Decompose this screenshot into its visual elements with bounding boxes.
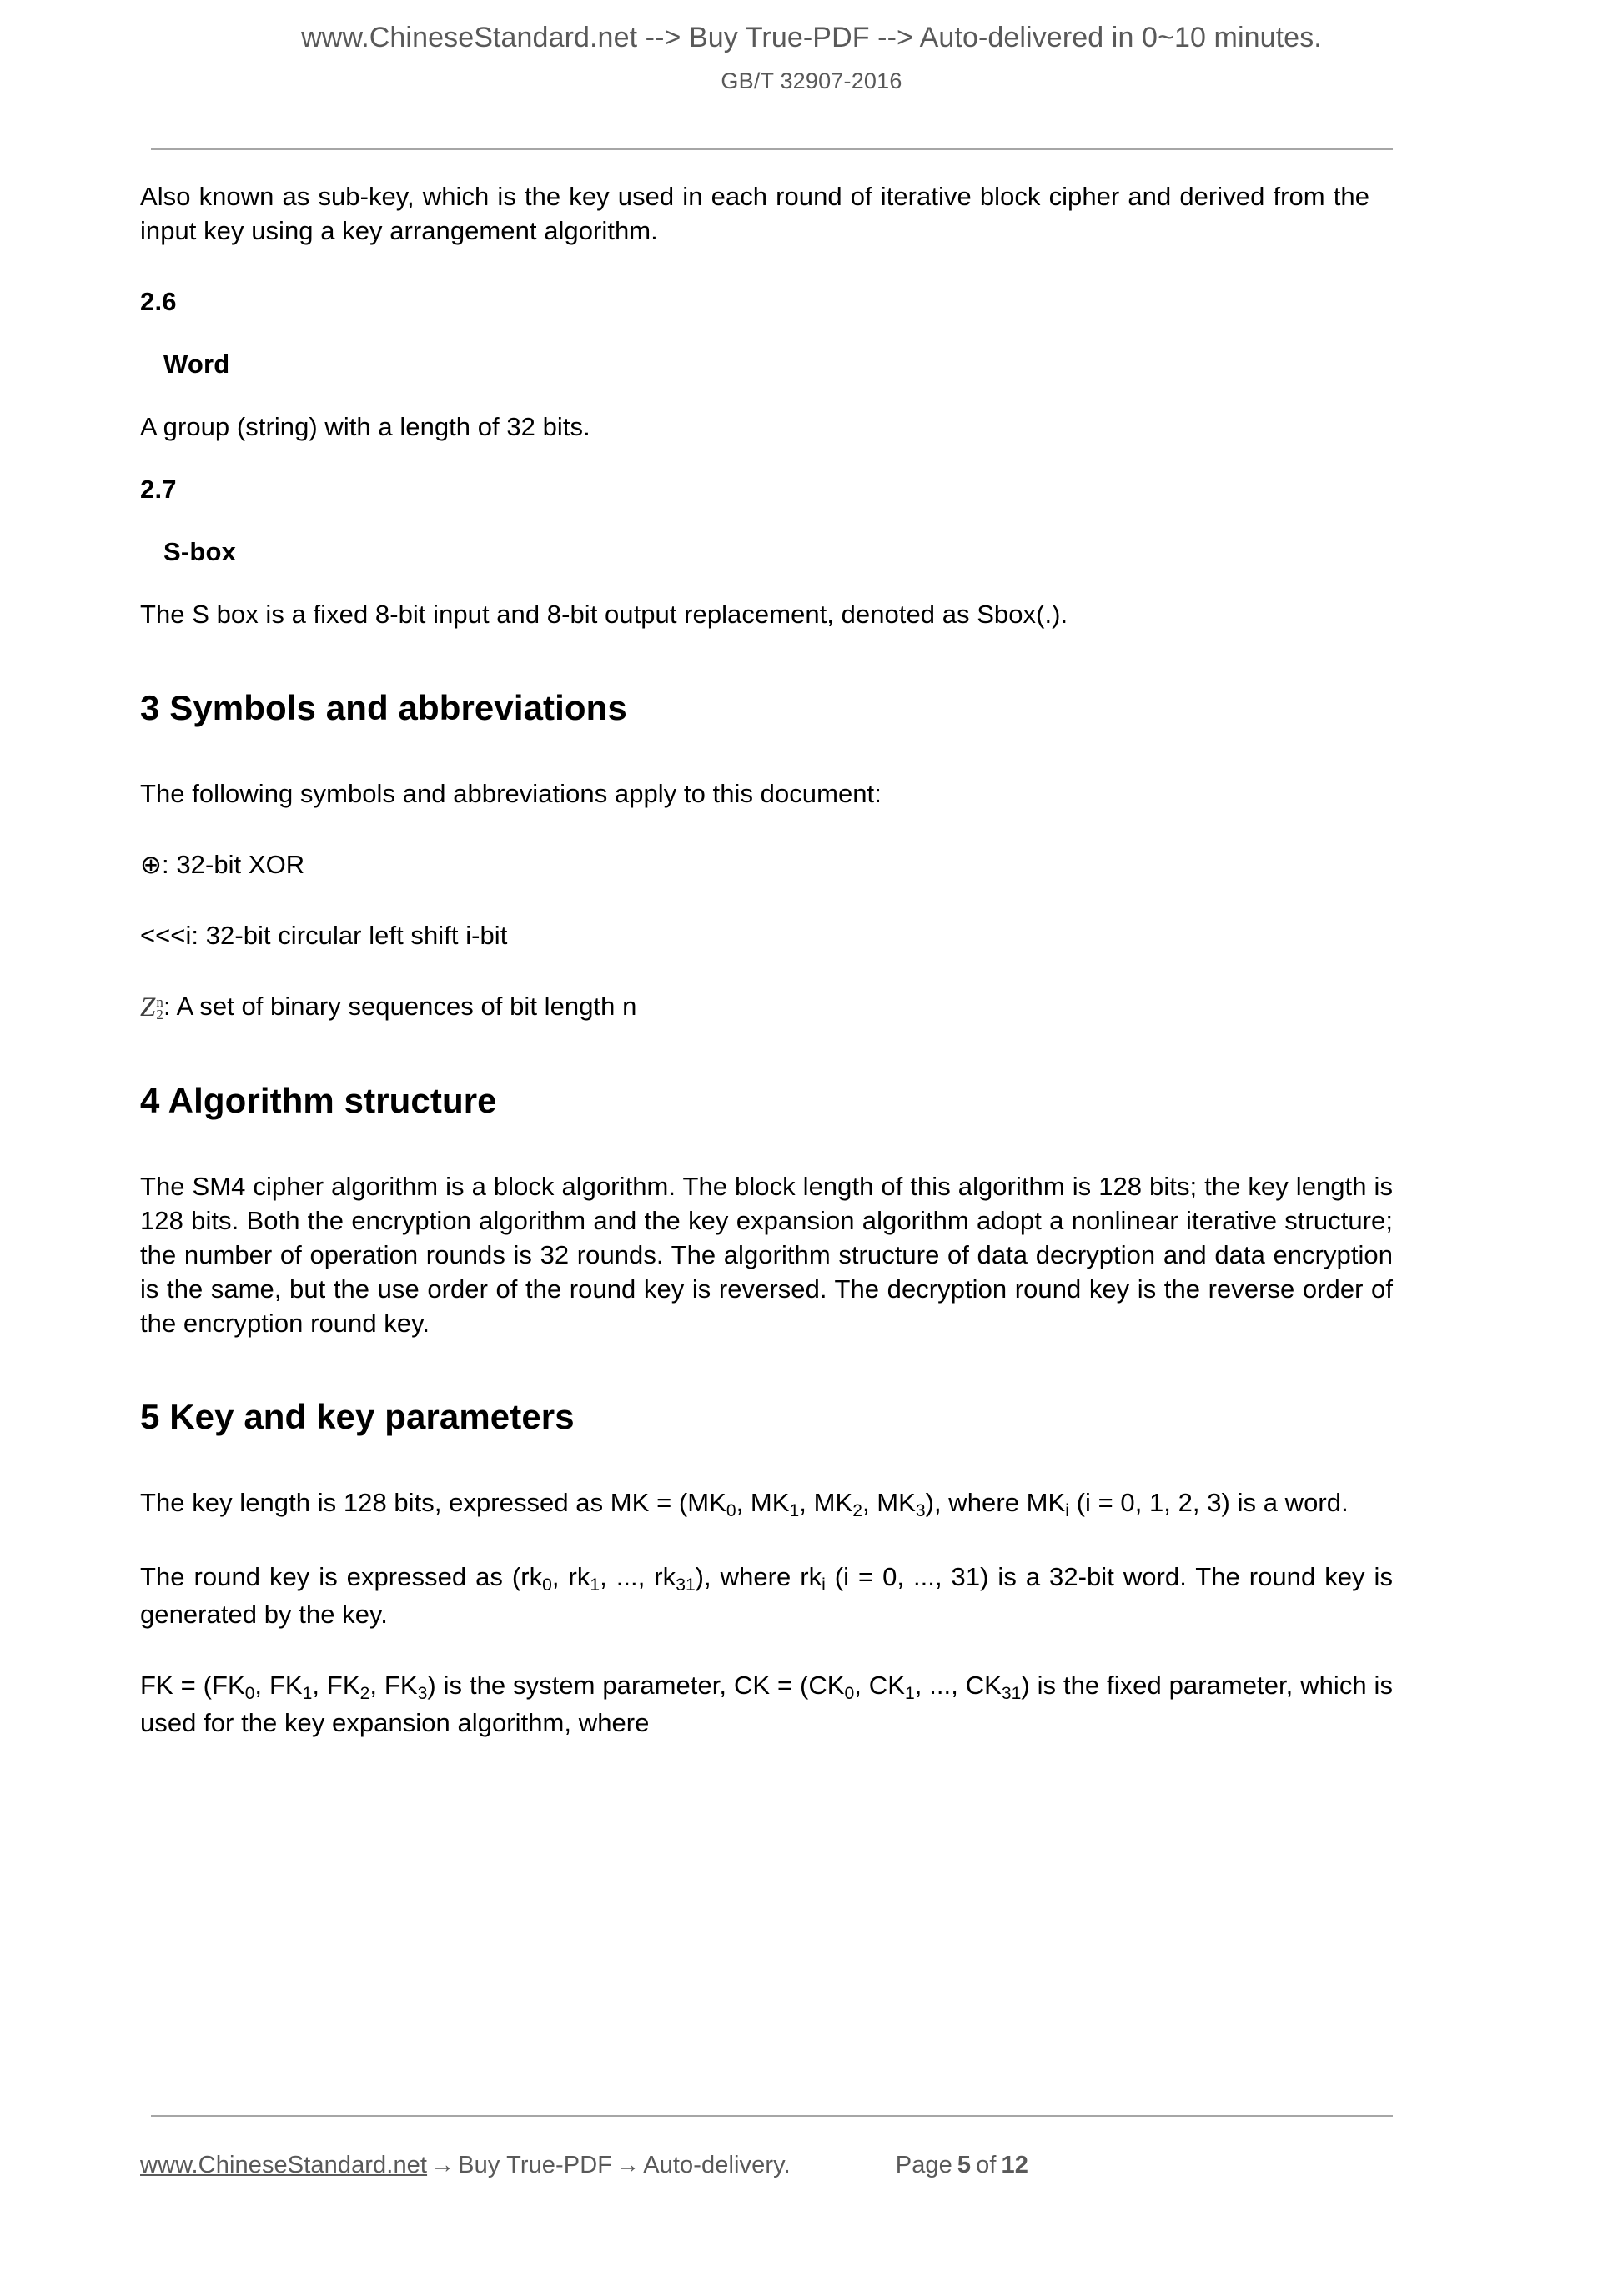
paragraph-algorithm-structure: The SM4 cipher algorithm is a block algorithm. The block length of this algorithm is 128 bits; the key length is 128 bits. Both the encryption algorithm and the key expansion algorithm adopt a nonlinear iterative structure; the number of operation rounds is 32 rounds. The algorithm structure of data decryption and data encryption is the same, but the use order of the round key is reversed. The decryption round key is the reverse order of the encryption round key. xyxy=(140,1172,1393,1338)
spacer xyxy=(140,1523,1393,1560)
text-run: , rk xyxy=(551,1562,590,1591)
xor-icon: ⊕ xyxy=(140,850,163,879)
spacer xyxy=(140,952,1393,989)
paragraph-subkey-definition: Also known as sub-key, which is the key used in each round of iterative block cipher and derived from the input key using a key arrangement algorithm. xyxy=(140,182,1369,245)
text-run: (i = 0, ..., 31) is a 32-bit word. The round key is generated by the key. xyxy=(140,1562,1393,1629)
subscript: 1 xyxy=(302,1683,313,1703)
document-footer xyxy=(140,2152,1393,2179)
subscript: 3 xyxy=(915,1500,926,1520)
footer-promo xyxy=(140,2152,791,2179)
page-indicator xyxy=(896,2152,1033,2179)
text-run: ), where rk xyxy=(695,1562,822,1591)
text-run: The round key is expressed as (rk xyxy=(140,1562,543,1591)
spacer xyxy=(140,882,1393,918)
subscript: 1 xyxy=(789,1500,800,1520)
subscript: 0 xyxy=(244,1683,255,1703)
subscript: i xyxy=(822,1575,826,1595)
definition-s-box: The S box is a fixed 8-bit input and 8-bit output replacement, denoted as Sbox(.). xyxy=(140,600,1068,629)
subscript: 2 xyxy=(852,1500,862,1520)
symbol-description-xor: 32-bit XOR xyxy=(168,850,305,879)
subscript: 1 xyxy=(904,1683,915,1703)
paragraph-symbols-intro: The following symbols and abbreviations apply to this document: xyxy=(140,779,882,808)
footer-website-link[interactable]: www.ChineseStandard.net xyxy=(140,2152,428,2178)
definition-word: A group (string) with a length of 32 bits. xyxy=(140,412,590,441)
left-shift-icon: <<<i xyxy=(140,921,192,950)
spacer xyxy=(140,248,1393,284)
text-run: , CK xyxy=(854,1671,905,1700)
z-indices xyxy=(156,993,163,1023)
subscript: 0 xyxy=(844,1683,855,1703)
text-run: The key length is 128 bits, expressed as MK = (MK xyxy=(140,1488,726,1517)
text-run: , MK xyxy=(736,1488,790,1517)
spacer xyxy=(140,444,1393,472)
z-superscript-n: n xyxy=(156,993,163,1010)
clause-number-2-6: 2.6 xyxy=(140,287,177,316)
subscript: 3 xyxy=(417,1683,428,1703)
text-run: , ..., CK xyxy=(914,1671,1002,1700)
arrow-right-icon: → xyxy=(430,2152,455,2178)
text-run: (i = 0, 1, 2, 3) is a word. xyxy=(1068,1488,1349,1517)
symbol-entry-left-shift xyxy=(140,918,1393,952)
text-run: , MK xyxy=(862,1488,916,1517)
symbol-separator: : xyxy=(191,921,199,950)
text-run: FK = (FK xyxy=(140,1671,245,1700)
term-s-box: S-box xyxy=(163,537,237,566)
clause-number-2-7: 2.7 xyxy=(140,475,177,504)
heading-section-3: 3 Symbols and abbreviations xyxy=(140,688,627,727)
header-standard-number: GB/T 32907-2016 xyxy=(721,68,902,93)
subscript: 0 xyxy=(726,1500,736,1520)
text-run: ), where MK xyxy=(925,1488,1066,1517)
paragraph-key-length xyxy=(140,1485,1393,1523)
term-word: Word xyxy=(163,349,230,379)
subscript: 1 xyxy=(590,1575,600,1595)
spacer xyxy=(140,1631,1393,1668)
text-run: , FK xyxy=(369,1671,418,1700)
symbol-description-binary-set: A set of binary sequences of bit length n xyxy=(170,992,637,1021)
spacer xyxy=(140,1024,1393,1079)
z-subscript-2: 2 xyxy=(156,1007,163,1023)
footer-divider-rule xyxy=(151,2115,1393,2117)
text-run: ) is the system parameter, CK = (CK xyxy=(427,1671,845,1700)
text-run: , ..., rk xyxy=(600,1562,676,1591)
footer-buy-text: Buy True-PDF xyxy=(458,2152,613,2178)
header-promo-text: www.ChineseStandard.net --> Buy True-PDF --> Auto-delivered in 0~10 minutes. xyxy=(301,22,1322,53)
symbol-description-left-shift: 32-bit circular left shift i-bit xyxy=(198,921,508,950)
symbol-entry-xor xyxy=(140,847,1393,882)
z-letter: Z xyxy=(140,992,156,1022)
paragraph-system-parameter xyxy=(140,1668,1393,1740)
spacer xyxy=(140,1439,1393,1485)
page-total: 12 xyxy=(1001,2152,1028,2178)
z-set-math-glyph xyxy=(140,991,163,1025)
text-run: , FK xyxy=(254,1671,303,1700)
spacer xyxy=(140,811,1393,847)
spacer xyxy=(140,506,1393,535)
spacer xyxy=(140,730,1393,776)
heading-section-5: 5 Key and key parameters xyxy=(140,1397,575,1436)
subscript: 31 xyxy=(676,1575,696,1595)
header-divider-rule xyxy=(151,148,1393,150)
text-run: ) is the fixed parameter, which is used for the key expansion algorithm, where xyxy=(140,1671,1394,1737)
spacer xyxy=(140,1340,1393,1395)
symbol-separator: : xyxy=(163,992,171,1021)
subscript: 2 xyxy=(359,1683,370,1703)
paragraph-round-key xyxy=(140,1560,1393,1631)
spacer xyxy=(140,381,1393,409)
spacer xyxy=(140,569,1393,597)
symbol-entry-binary-set xyxy=(140,989,1393,1024)
heading-section-4: 4 Algorithm structure xyxy=(140,1081,497,1120)
spacer xyxy=(140,631,1393,686)
text-run: , FK xyxy=(312,1671,360,1700)
text-run: , MK xyxy=(799,1488,853,1517)
document-body xyxy=(140,179,1393,1740)
page-label: Page xyxy=(895,2152,952,2178)
subscript: 0 xyxy=(542,1575,552,1595)
spacer xyxy=(140,319,1393,347)
arrow-right-icon: → xyxy=(616,2152,641,2178)
document-header xyxy=(125,20,1498,96)
subscript: 31 xyxy=(1001,1683,1022,1703)
spacer xyxy=(140,1123,1393,1169)
page-of-label: of xyxy=(976,2152,997,2178)
subscript: i xyxy=(1065,1500,1069,1520)
symbol-separator: : xyxy=(162,850,169,879)
footer-delivery-text: Auto-delivery. xyxy=(643,2152,791,2178)
page-number: 5 xyxy=(957,2152,972,2178)
